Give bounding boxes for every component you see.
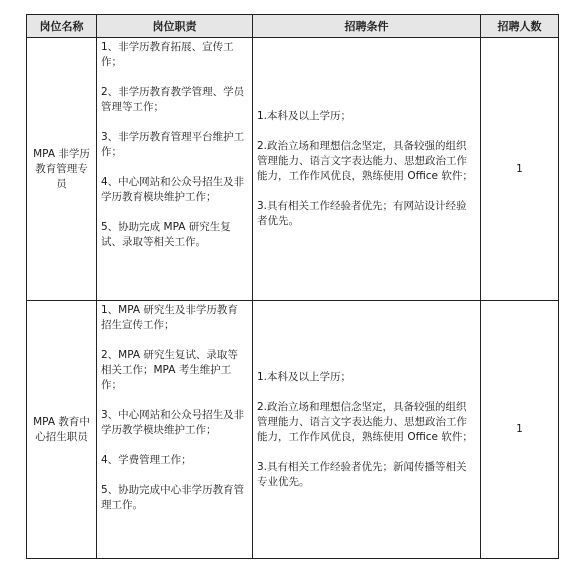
requirement-item: 2.政治立场和理想信念坚定，具备较强的组织管理能力、语言文字表达能力、思想政治工作能力，工作作风优良，熟练使用 Office 软件；: [257, 140, 473, 182]
duty-item: 3、中心网站和公众号招生及非学历教学模块维护工作；: [101, 409, 245, 436]
position-title: MPA 非学历教育管理专员: [27, 38, 97, 301]
header-row: [27, 15, 559, 38]
requirement-item: 1.本科及以上学历；: [257, 110, 352, 122]
requirements-cell: [253, 301, 481, 559]
requirement-item: 2.政治立场和理想信念坚定，具备较强的组织管理能力、语言文字表达能力、思想政治工作能力，工作作风优良，熟练使用 Office 软件；: [257, 400, 473, 443]
requirements-cell: [253, 38, 481, 301]
requirement-item: 3.具有相关工作经验者优先；新闻传播等相关专业优先。: [257, 460, 467, 488]
table-row: [27, 301, 559, 559]
position-title: MPA 教育中心招生职员: [27, 301, 97, 559]
duty-item: 3、非学历教育管理平台维护工作；: [101, 131, 245, 158]
duty-item: 4、中心网站和公众号招生及非学历教育模块维护工作；: [101, 176, 245, 203]
requirement-item: 1.本科及以上学历；: [257, 370, 352, 383]
header-requirements: 招聘条件: [253, 15, 481, 38]
duty-item: 4、学费管理工作；: [101, 454, 192, 466]
duties-cell: [97, 301, 253, 559]
duty-item: 1、非学历教育拓展、宣传工作；: [101, 41, 234, 68]
duty-item: 5、协助完成 MPA 研究生复试、录取等相关工作。: [101, 221, 231, 248]
duty-item: 2、非学历教育教学管理、学员管理等工作；: [101, 86, 245, 113]
header-count: 招聘人数: [481, 15, 559, 38]
duties-cell: [97, 38, 253, 301]
header-position: 岗位名称: [27, 15, 97, 38]
duty-item: 2、MPA 研究生复试、录取等相关工作；MPA 考生维护工作；: [101, 349, 238, 391]
header-duties: 岗位职责: [97, 15, 253, 38]
duty-item: 1、MPA 研究生及非学历教育招生宣传工作；: [101, 304, 238, 331]
table-row: [27, 38, 559, 301]
headcount: 1: [481, 301, 559, 559]
recruitment-table: [26, 14, 559, 559]
headcount: 1: [481, 38, 559, 301]
duty-item: 5、协助完成中心非学历教育管理工作。: [101, 484, 245, 511]
requirement-item: 3.具有相关工作经验者优先；有网站设计经验者优先。: [257, 200, 467, 227]
